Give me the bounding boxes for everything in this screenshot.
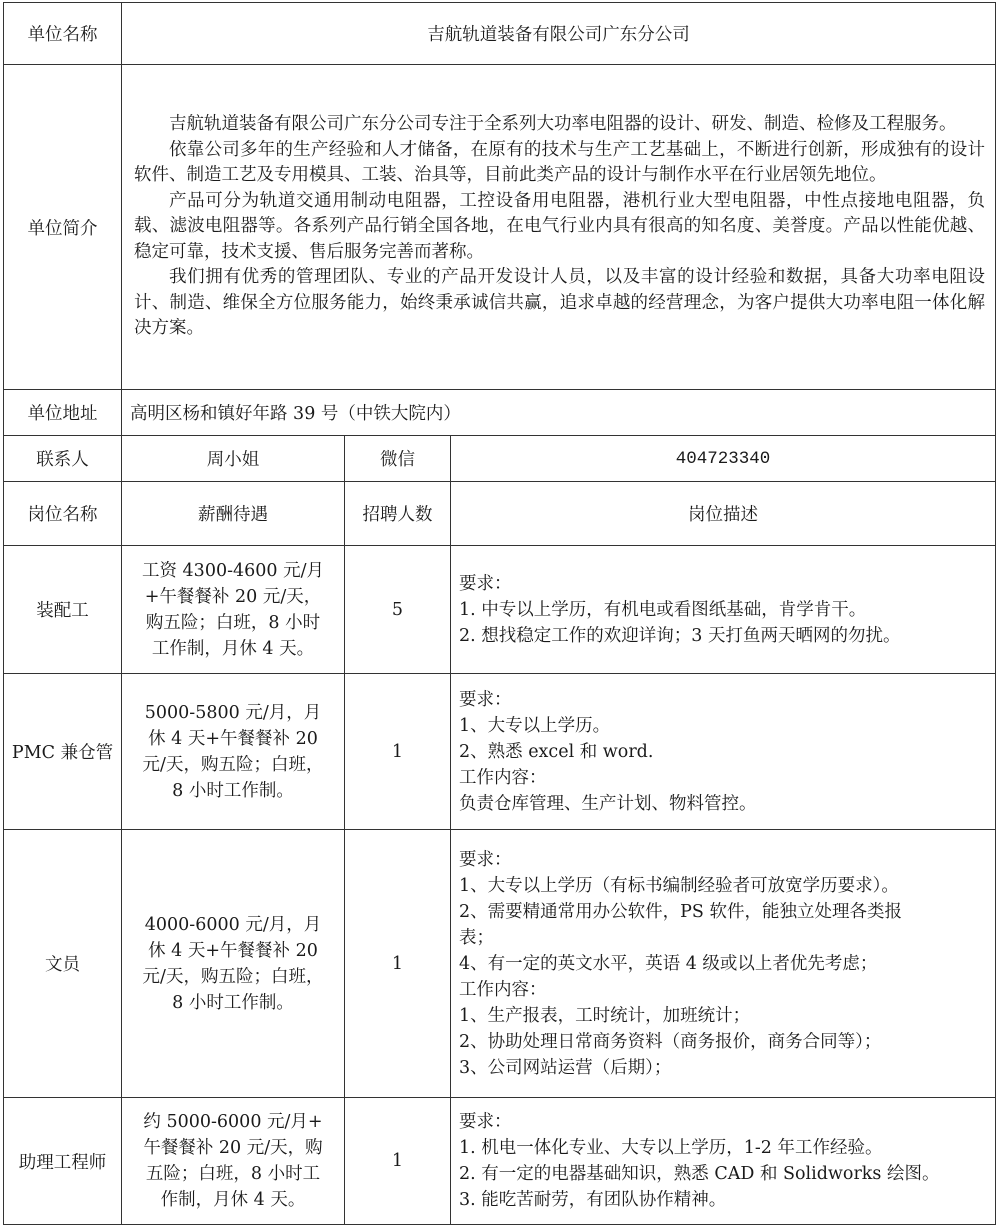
salary-line: 4000-6000 元/月，月 <box>144 914 322 935</box>
company-name-row <box>4 3 996 65</box>
company-intro <box>122 65 996 390</box>
salary-line: 休 4 天+午餐餐补 20 <box>148 940 318 961</box>
header-position: 岗位名称 <box>4 482 122 546</box>
salary-line: 工资 4300-4600 元/月 <box>141 560 324 581</box>
job-salary <box>122 674 345 830</box>
desc-line: 负责仓库管理、生产计划、物料管控。 <box>459 793 757 814</box>
salary-line: 元/天，购五险；白班， <box>142 966 324 987</box>
salary-line: 8 小时工作制。 <box>172 780 294 801</box>
job-description <box>451 674 996 830</box>
job-salary <box>122 1098 345 1225</box>
header-count: 招聘人数 <box>345 482 451 546</box>
job-position: 文员 <box>4 830 122 1098</box>
salary-line: +午餐餐补 20 元/天， <box>144 586 322 607</box>
job-description <box>451 1098 996 1225</box>
desc-line: 1、大专以上学历。 <box>459 715 611 736</box>
job-position: 助理工程师 <box>4 1098 122 1225</box>
salary-line: 8 小时工作制。 <box>172 992 294 1013</box>
job-description <box>451 830 996 1098</box>
job-count: 1 <box>345 674 451 830</box>
job-position: 装配工 <box>4 546 122 674</box>
company-intro-label: 单位简介 <box>4 65 122 390</box>
desc-line: 1. 中专以上学历，有机电或看图纸基础，肯学肯干。 <box>459 599 867 620</box>
company-address: 高明区杨和镇好年路 39 号（中铁大院内） <box>122 390 996 436</box>
recruitment-table <box>3 2 996 1225</box>
contact-person-label: 联系人 <box>4 436 122 482</box>
salary-line: 约 5000-6000 元/月+ <box>143 1112 323 1132</box>
job-salary <box>122 546 345 674</box>
desc-line: 表； <box>459 927 494 948</box>
job-row <box>4 674 996 830</box>
desc-line: 要求： <box>459 1112 512 1132</box>
salary-line: 午餐餐补 20 元/天，购 <box>143 1138 323 1158</box>
company-address-row <box>4 390 996 436</box>
header-salary: 薪酬待遇 <box>122 482 345 546</box>
desc-line: 2. 有一定的电器基础知识，熟悉 CAD 和 Solidworks 绘图。 <box>459 1164 940 1184</box>
header-description: 岗位描述 <box>451 482 996 546</box>
job-position: PMC 兼仓管 <box>4 674 122 830</box>
desc-line: 2、协助处理日常商务资料（商务报价，商务合同等）； <box>459 1031 882 1052</box>
desc-line: 工作内容： <box>459 767 547 788</box>
salary-line: 休 4 天+午餐餐补 20 <box>148 728 318 749</box>
company-intro-row <box>4 65 996 390</box>
job-salary <box>122 830 345 1098</box>
desc-line: 1、大专以上学历（有标书编制经验者可放宽学历要求）。 <box>459 875 899 896</box>
job-row <box>4 546 996 674</box>
salary-line: 作制，月休 4 天。 <box>160 1190 306 1210</box>
intro-paragraph: 吉航轨道装备有限公司广东分公司专注于全系列大功率电阻器的设计、研发、制造、检修及工程服务。 <box>169 114 957 135</box>
contact-row <box>4 436 996 482</box>
company-name: 吉航轨道装备有限公司广东分公司 <box>122 3 996 65</box>
wechat-id: 404723340 <box>451 436 996 482</box>
job-row <box>4 1098 996 1225</box>
desc-line: 1、生产报表，工时统计，加班统计； <box>459 1005 751 1026</box>
desc-line: 要求： <box>459 689 512 710</box>
intro-paragraph: 依靠公司多年的生产经验和人才储备，在原有的技术与生产工艺基础上，不断进行创新，形成独有的设计软件、制造工艺及专用模具、工装、治具等，目前此类产品的设计与制作水平在行业居领先地位。 <box>134 139 986 186</box>
salary-line: 工作制，月休 4 天。 <box>151 638 315 659</box>
desc-line: 2. 想找稳定工作的欢迎详询；3 天打鱼两天晒网的勿扰。 <box>459 625 901 646</box>
company-address-label: 单位地址 <box>4 390 122 436</box>
desc-line: 1. 机电一体化专业、大专以上学历，1-2 年工作经验。 <box>459 1138 883 1158</box>
company-name-label: 单位名称 <box>4 3 122 65</box>
desc-line: 要求： <box>459 849 512 870</box>
job-description <box>451 546 996 674</box>
desc-line: 3. 能吃苦耐劳，有团队协作精神。 <box>459 1190 727 1210</box>
intro-paragraph: 产品可分为轨道交通用制动电阻器，工控设备用电阻器，港机行业大型电阻器，中性点接地电阻器，负载、滤波电阻器等。各系列产品行销全国各地，在电气行业内具有很高的知名度、美誉度。产品以性能优越、稳定可靠，技术支援、售后服务完善而著称。 <box>134 190 986 262</box>
salary-line: 5000-5800 元/月，月 <box>144 702 322 723</box>
job-count: 1 <box>345 830 451 1098</box>
job-row <box>4 830 996 1098</box>
job-count: 5 <box>345 546 451 674</box>
job-count: 1 <box>345 1098 451 1225</box>
desc-line: 2、熟悉 excel 和 word. <box>459 741 654 762</box>
desc-line: 3、公司网站运营（后期）； <box>459 1057 672 1078</box>
salary-line: 元/天，购五险；白班， <box>142 754 324 775</box>
intro-paragraph: 我们拥有优秀的管理团队、专业的产品开发设计人员，以及丰富的设计经验和数据，具备大功率电阻设计、制造、维保全方位服务能力，始终秉承诚信共赢，追求卓越的经营理念，为客户提供大功率电阻一体化解决方案。 <box>134 267 986 339</box>
desc-line: 4、有一定的英文水平，英语 4 级或以上者优先考虑； <box>459 953 878 974</box>
job-header-row <box>4 482 996 546</box>
desc-line: 要求： <box>459 573 512 594</box>
desc-line: 2、需要精通常用办公软件，PS 软件，能独立处理各类报 <box>459 901 902 922</box>
desc-line: 工作内容： <box>459 979 547 1000</box>
wechat-label: 微信 <box>345 436 451 482</box>
salary-line: 购五险；白班，8 小时 <box>145 612 321 633</box>
salary-line: 五险；白班，8 小时工 <box>145 1164 321 1184</box>
contact-person: 周小姐 <box>122 436 345 482</box>
